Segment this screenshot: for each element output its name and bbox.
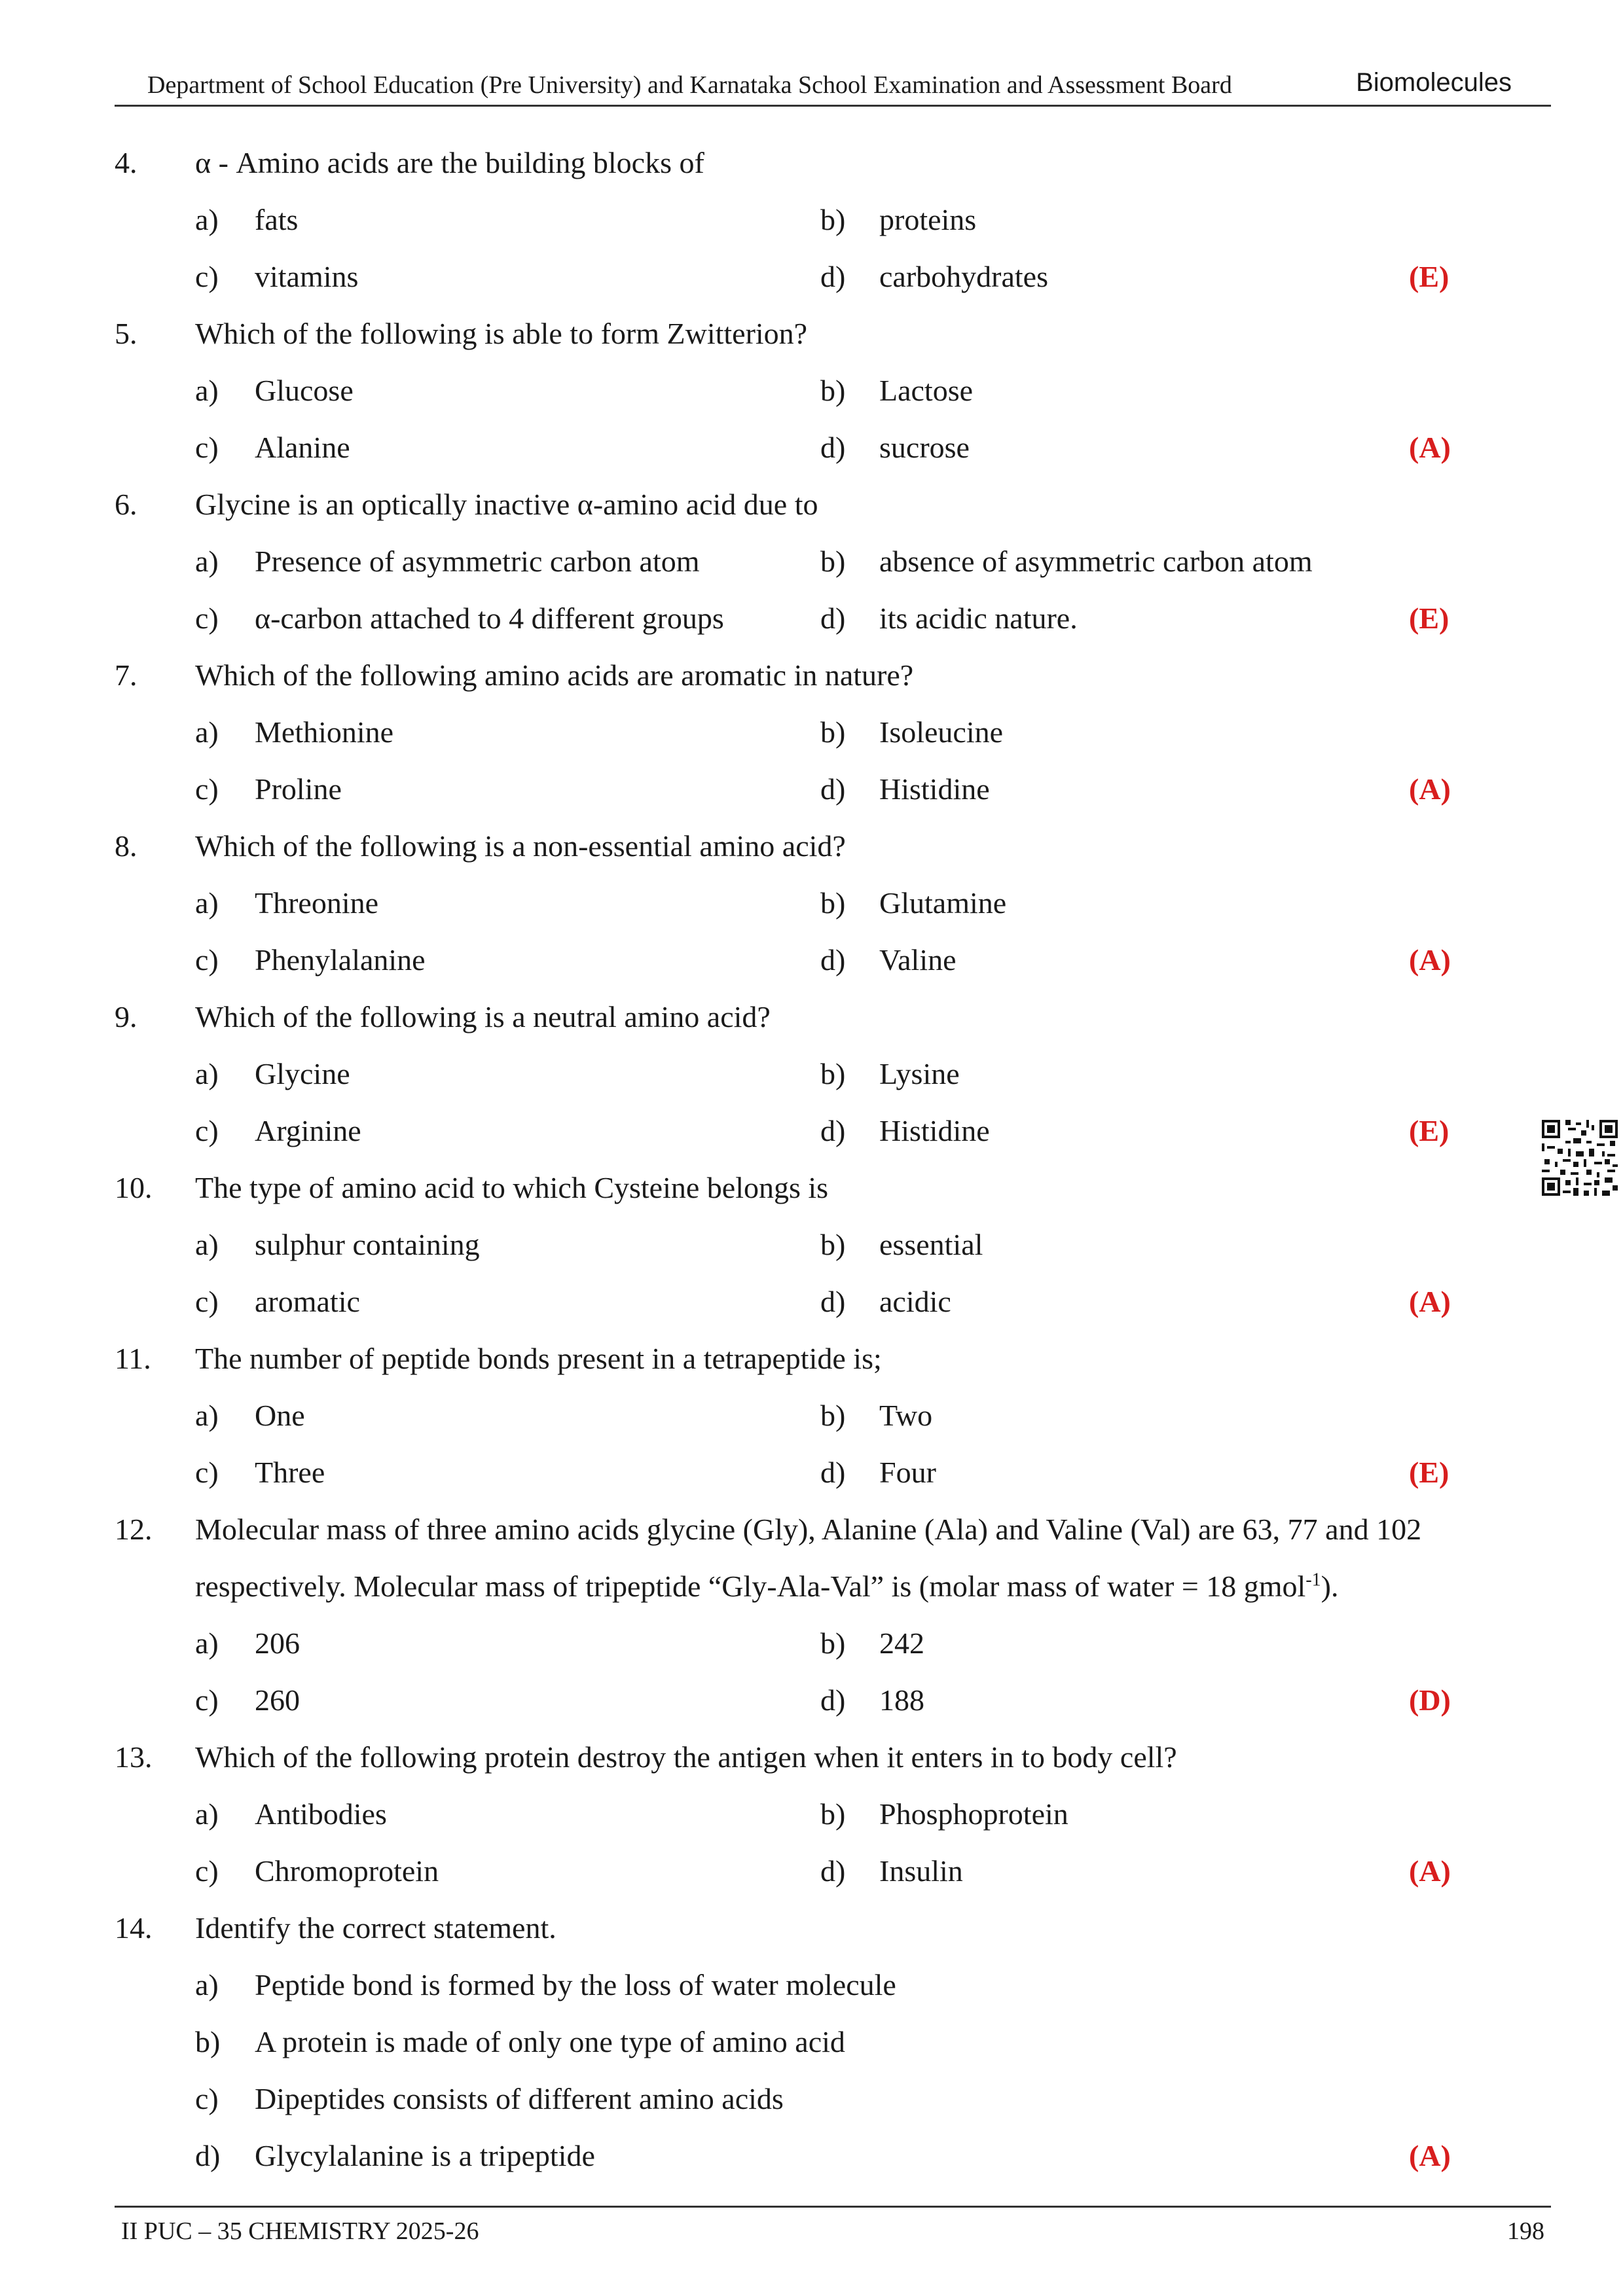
- chapter-title: Biomolecules: [1356, 68, 1512, 97]
- question-stem: Which of the following is a non-essential amino acid?: [195, 829, 846, 863]
- question-list: [115, 134, 1555, 2184]
- option-label: a): [195, 715, 219, 749]
- question-7: [115, 647, 1555, 817]
- option-label: b): [820, 1626, 846, 1660]
- option-text: Four: [879, 1456, 936, 1489]
- question-stem: Which of the following protein destroy the antigen when it enters in to body cell?: [195, 1740, 1177, 1774]
- option-label: a): [195, 1968, 219, 2001]
- answer-key: (E): [1409, 601, 1450, 635]
- option-label: c): [195, 2082, 219, 2115]
- option-text: fats: [255, 203, 299, 236]
- stem-text-end: ).: [1321, 1570, 1339, 1603]
- option-label: a): [195, 1626, 219, 1660]
- option-text: Dipeptides consists of different amino acids: [255, 2082, 784, 2115]
- option-label: c): [195, 431, 219, 464]
- question-stem-line-1: Molecular mass of three amino acids glycine (Gly), Alanine (Ala) and Valine (Val) are 63, 77 and 102: [195, 1513, 1422, 1546]
- question-stem: Which of the following is able to form Zwitterion?: [195, 317, 808, 350]
- option-label: d): [195, 2139, 221, 2172]
- option-label: a): [195, 545, 219, 578]
- qr-code-icon[interactable]: [1542, 1120, 1618, 1196]
- qr-code-graphic: [1542, 1120, 1618, 1196]
- option-text: α-carbon attached to 4 different groups: [255, 601, 724, 635]
- option-text: essential: [879, 1228, 983, 1261]
- option-label: b): [820, 545, 846, 578]
- question-14: [115, 1899, 1555, 2184]
- option-label: d): [820, 601, 846, 635]
- option-text: Isoleucine: [879, 715, 1004, 749]
- question-stem: Identify the correct statement.: [195, 1911, 556, 1945]
- option-label: d): [820, 1456, 846, 1489]
- question-number: 5.: [115, 317, 137, 350]
- question-stem: Glycine is an optically inactive α-amino acid due to: [195, 488, 818, 521]
- option-text: 206: [255, 1626, 300, 1660]
- answer-key: (A): [1409, 772, 1451, 806]
- option-label: b): [820, 1228, 846, 1261]
- question-number: 6.: [115, 488, 137, 521]
- question-number: 7.: [115, 658, 137, 692]
- option-text: carbohydrates: [879, 260, 1048, 293]
- option-text: 188: [879, 1683, 924, 1717]
- option-text: its acidic nature.: [879, 601, 1078, 635]
- option-text: Three: [255, 1456, 325, 1489]
- question-number: 10.: [115, 1171, 153, 1204]
- option-label: a): [195, 1399, 219, 1432]
- question-11: [115, 1330, 1555, 1501]
- option-text: Threonine: [255, 886, 379, 920]
- question-stem: The number of peptide bonds present in a tetrapeptide is;: [195, 1342, 882, 1375]
- option-label: b): [820, 203, 846, 236]
- option-label: b): [820, 1797, 846, 1831]
- question-5: [115, 305, 1555, 476]
- option-text: Valine: [879, 943, 957, 977]
- question-number: 12.: [115, 1513, 153, 1546]
- question-6: [115, 476, 1555, 647]
- option-label: a): [195, 203, 219, 236]
- option-text: Glycylalanine is a tripeptide: [255, 2139, 595, 2172]
- course-label: II PUC – 35 CHEMISTRY 2025-26: [121, 2217, 479, 2245]
- option-label: c): [195, 1683, 219, 1717]
- option-text: absence of asymmetric carbon atom: [879, 545, 1313, 578]
- question-stem: Which of the following amino acids are aromatic in nature?: [195, 658, 914, 692]
- option-label: d): [820, 772, 846, 806]
- department-title: Department of School Education (Pre University) and Karnataka School Examination and Assessment Board: [147, 71, 1232, 99]
- question-12: [115, 1501, 1555, 1729]
- question-13: [115, 1729, 1555, 1899]
- question-number: 9.: [115, 1000, 137, 1033]
- question-stem: Which of the following is a neutral amino acid?: [195, 1000, 771, 1033]
- option-label: c): [195, 943, 219, 977]
- option-text: acidic: [879, 1285, 951, 1318]
- option-text: aromatic: [255, 1285, 360, 1318]
- option-label: d): [820, 943, 846, 977]
- option-label: d): [820, 260, 846, 293]
- answer-key: (A): [1409, 943, 1451, 977]
- question-8: [115, 817, 1555, 988]
- option-text: Insulin: [879, 1854, 963, 1888]
- option-text: 242: [879, 1626, 924, 1660]
- page-footer: [115, 2206, 1551, 2247]
- page-header: [115, 65, 1551, 107]
- answer-key: (A): [1409, 431, 1451, 464]
- option-text: Histidine: [879, 772, 990, 806]
- option-label: a): [195, 1057, 219, 1090]
- question-number: 11.: [115, 1342, 151, 1375]
- option-text: Glucose: [255, 374, 354, 407]
- option-text: Glycine: [255, 1057, 350, 1090]
- question-stem-line-2: [195, 1558, 1339, 1615]
- answer-key: (A): [1409, 1285, 1451, 1318]
- answer-key: (E): [1409, 1114, 1450, 1147]
- option-text: sulphur containing: [255, 1228, 480, 1261]
- option-label: a): [195, 1228, 219, 1261]
- question-9: [115, 988, 1555, 1159]
- page-number: 198: [1507, 2217, 1544, 2245]
- option-label: b): [820, 374, 846, 407]
- option-text: vitamins: [255, 260, 359, 293]
- option-text: Presence of asymmetric carbon atom: [255, 545, 700, 578]
- option-label: b): [820, 1057, 846, 1090]
- option-text: Phenylalanine: [255, 943, 426, 977]
- option-text: 260: [255, 1683, 300, 1717]
- option-label: d): [820, 1114, 846, 1147]
- option-text: Arginine: [255, 1114, 361, 1147]
- option-label: d): [820, 1285, 846, 1318]
- option-label: c): [195, 772, 219, 806]
- option-label: b): [820, 1399, 846, 1432]
- option-text: Glutamine: [879, 886, 1007, 920]
- question-number: 8.: [115, 829, 137, 863]
- question-4: [115, 134, 1555, 305]
- option-text: One: [255, 1399, 305, 1432]
- answer-key: (D): [1409, 1683, 1451, 1717]
- option-label: c): [195, 601, 219, 635]
- superscript: -1: [1305, 1570, 1321, 1590]
- answer-key: (E): [1409, 1456, 1450, 1489]
- answer-key: (A): [1409, 2139, 1451, 2172]
- option-text: Alanine: [255, 431, 350, 464]
- option-label: a): [195, 886, 219, 920]
- option-text: Proline: [255, 772, 342, 806]
- option-label: b): [820, 886, 846, 920]
- option-text: Phosphoprotein: [879, 1797, 1068, 1831]
- option-text: Antibodies: [255, 1797, 387, 1831]
- option-label: b): [195, 2025, 221, 2058]
- option-label: c): [195, 1114, 219, 1147]
- option-text: A protein is made of only one type of amino acid: [255, 2025, 845, 2058]
- option-label: a): [195, 374, 219, 407]
- question-number: 14.: [115, 1911, 153, 1945]
- option-label: c): [195, 260, 219, 293]
- option-label: a): [195, 1797, 219, 1831]
- option-text: Chromoprotein: [255, 1854, 439, 1888]
- option-label: c): [195, 1854, 219, 1888]
- option-text: Two: [879, 1399, 933, 1432]
- option-text: Peptide bond is formed by the loss of water molecule: [255, 1968, 896, 2001]
- option-text: proteins: [879, 203, 977, 236]
- option-text: Lysine: [879, 1057, 960, 1090]
- question-number: 13.: [115, 1740, 153, 1774]
- option-text: Lactose: [879, 374, 974, 407]
- option-label: c): [195, 1456, 219, 1489]
- option-text: Methionine: [255, 715, 394, 749]
- question-number: 4.: [115, 146, 137, 179]
- option-text: sucrose: [879, 431, 970, 464]
- option-label: d): [820, 1854, 846, 1888]
- option-label: c): [195, 1285, 219, 1318]
- question-stem: α - Amino acids are the building blocks of: [195, 146, 704, 179]
- question-stem: The type of amino acid to which Cysteine belongs is: [195, 1171, 829, 1204]
- option-label: d): [820, 1683, 846, 1717]
- answer-key: (A): [1409, 1854, 1451, 1888]
- option-label: d): [820, 431, 846, 464]
- answer-key: (E): [1409, 260, 1450, 293]
- option-label: b): [820, 715, 846, 749]
- stem-text: respectively. Molecular mass of tripeptide “Gly-Ala-Val” is (molar mass of water = 18 gmol: [195, 1570, 1306, 1603]
- question-10: [115, 1159, 1555, 1330]
- option-text: Histidine: [879, 1114, 990, 1147]
